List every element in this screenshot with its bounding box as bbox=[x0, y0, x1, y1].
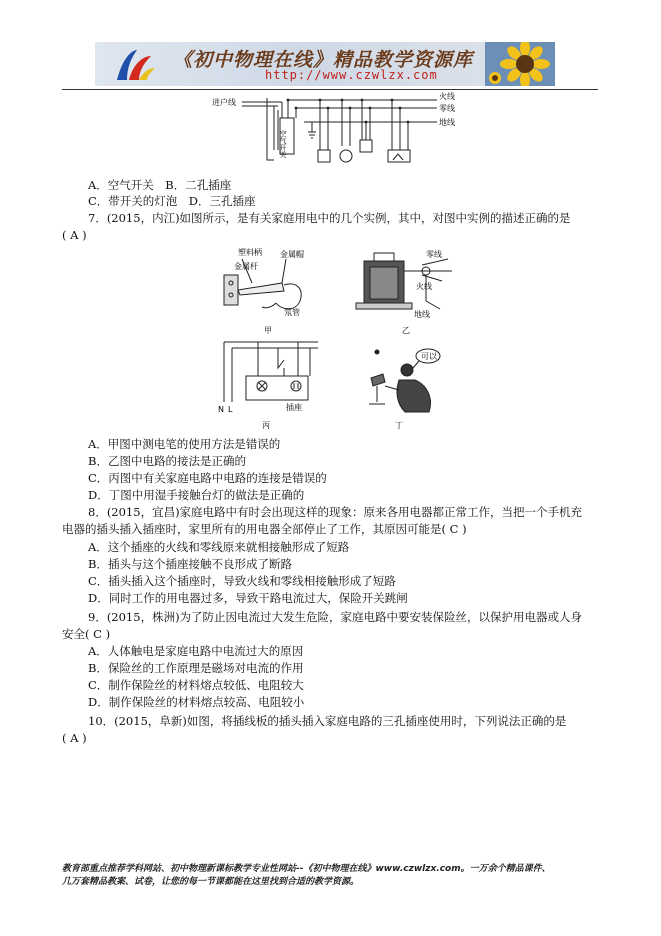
site-logo-icon bbox=[113, 46, 157, 82]
household-circuit-diagram bbox=[212, 90, 462, 170]
caption-yi: 乙 bbox=[402, 326, 410, 335]
label-yi-ground: 地线 bbox=[414, 310, 430, 319]
q7-option-c: C．丙图中有关家庭电路中电路的连接是错误的 bbox=[88, 471, 327, 485]
label-neon-tube: 氖管 bbox=[284, 308, 300, 317]
q8-option-d: D．同时工作的用电器过多，导致干路电流过大，保险开关跳闸 bbox=[88, 591, 408, 605]
label-socket: 插座 bbox=[286, 403, 302, 412]
q9-option-d: D．制作保险丝的材料熔点较高、电阻较小 bbox=[88, 695, 305, 709]
speech-bubble-text: 可以 bbox=[421, 352, 437, 361]
q6-option-cd: C．带开关的灯泡 D．三孔插座 bbox=[88, 194, 256, 208]
label-ground: 地线 bbox=[439, 118, 455, 127]
q8-stem-line2: 电器的插头插入插座时，家里所有的用电器全部停止了工作，其原因可能是( C ) bbox=[62, 522, 467, 536]
label-yi-neutral: 零线 bbox=[426, 250, 442, 259]
q9-stem-line2: 安全( C ) bbox=[62, 627, 111, 641]
label-live: 火线 bbox=[439, 92, 455, 101]
q7-option-a: A．甲图中测电笔的使用方法是错误的 bbox=[88, 437, 281, 451]
caption-jia: 甲 bbox=[264, 326, 272, 335]
page-footer bbox=[62, 863, 602, 889]
q8-option-b: B．插头与这个插座接触不良形成了断路 bbox=[88, 557, 292, 571]
figure-bing-circuit bbox=[218, 338, 328, 430]
label-plastic-handle: 塑料柄 bbox=[238, 248, 262, 257]
label-yi-live: 火线 bbox=[416, 282, 432, 291]
label-air-switch: 空气开关 bbox=[279, 130, 287, 158]
figure-yi-appliance bbox=[352, 245, 462, 335]
label-n: N bbox=[218, 405, 224, 414]
footer-line2: 几万套精品教案、试卷，让您的每一节课都能在这里找到合适的教学资源。 bbox=[62, 877, 360, 887]
q8-option-c: C．插头插入这个插座时，导致火线和零线相接触形成了短路 bbox=[88, 574, 396, 588]
caption-ding: 丁 bbox=[395, 421, 403, 430]
sunflower-icon bbox=[485, 42, 555, 86]
figure-jia-test-pen bbox=[222, 245, 332, 335]
label-metal-cap: 金属帽 bbox=[280, 250, 304, 259]
label-in-line: 进户线 bbox=[212, 98, 236, 107]
q7-option-d: D．丁图中用湿手接触台灯的做法是正确的 bbox=[88, 488, 305, 502]
q7-stem-line2: ( A ) bbox=[62, 228, 87, 242]
header-banner bbox=[95, 42, 555, 86]
label-metal-rod: 金属杆 bbox=[234, 262, 258, 271]
label-neutral: 零线 bbox=[439, 104, 455, 113]
q9-option-c: C．制作保险丝的材料熔点较低、电阻较大 bbox=[88, 678, 304, 692]
q7-option-b: B．乙图中电路的接法是正确的 bbox=[88, 454, 246, 468]
label-l: L bbox=[228, 405, 233, 414]
banner-url[interactable]: http://www.czwlzx.com bbox=[265, 68, 438, 82]
q7-stem-line1: 7．(2015，内江)如图所示，是有关家庭用电中的几个实例，其中，对图中实例的描述正确的是 bbox=[88, 211, 571, 225]
q10-stem-line2: ( A ) bbox=[62, 731, 87, 745]
q6-option-ab: A．空气开关 B．二孔插座 bbox=[88, 178, 232, 192]
banner-title: 《初中物理在线》精品教学资源库 bbox=[173, 49, 474, 71]
q9-option-a: A．人体触电是家庭电路中电流过大的原因 bbox=[88, 644, 304, 658]
q10-stem-line1: 10．(2015，阜新)如图，将插线板的插头插入家庭电路的三孔插座使用时，下列说法正确的是 bbox=[88, 714, 567, 728]
q9-stem-line1: 9．(2015，株洲)为了防止因电流过大发生危险，家庭电路中要安装保险丝，以保护用电器或人身 bbox=[88, 610, 583, 624]
figure-ding-wet-hand bbox=[355, 340, 445, 430]
caption-bing: 丙 bbox=[262, 421, 270, 430]
q8-stem-line1: 8．(2015，宜昌)家庭电路中有时会出现这样的现象：原来各用电器都正常工作，当把一个手机充 bbox=[88, 505, 583, 519]
footer-line1: 教育部重点推荐学科网站、初中物理新课标教学专业性网站--《初中物理在线》www.czwlzx.com。一万余个精品课件、 bbox=[62, 864, 551, 874]
q8-option-a: A．这个插座的火线和零线原来就相接触形成了短路 bbox=[88, 540, 350, 554]
q9-option-b: B．保险丝的工作原理是磁场对电流的作用 bbox=[88, 661, 304, 675]
